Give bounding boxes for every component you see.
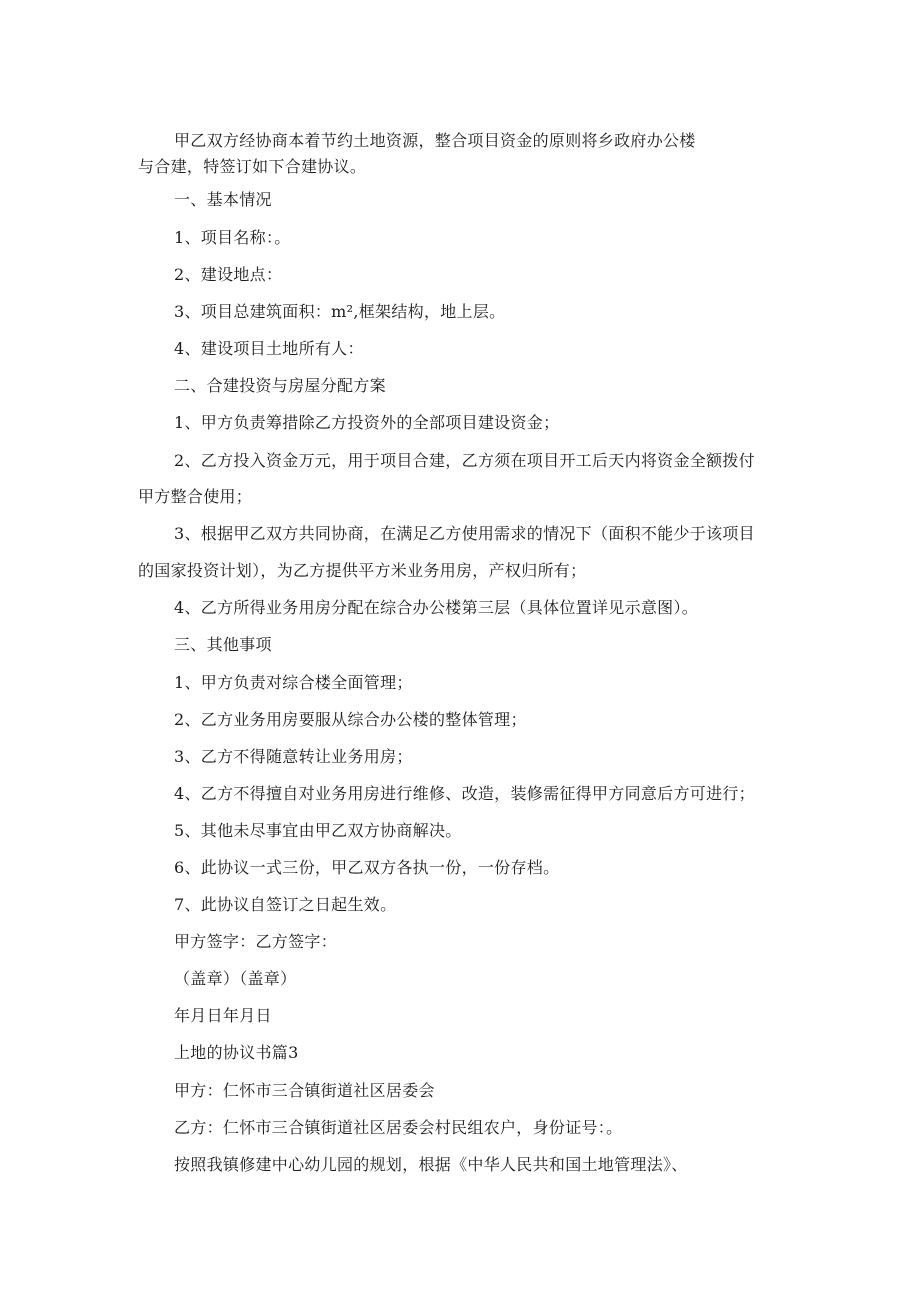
section-3-heading: 三、其他事项 [174, 635, 272, 654]
opening-line: 按照我镇修建中心幼儿园的规划，根据《中华人民共和国土地管理法》、 [174, 1155, 688, 1174]
section-2-item-1: 1、甲方负责筹措除乙方投资外的全部项目建设资金； [174, 413, 560, 432]
section-1-item-1: 1、项目名称：。 [174, 228, 291, 247]
section-1-item-4: 4、建设项目土地所有人： [174, 339, 364, 358]
section-3-item-2: 2、乙方业务用房要服从综合办公楼的整体管理； [174, 710, 527, 729]
intro-line-1: 甲乙双方经协商本着节约土地资源，整合项目资金的原则将乡政府办公楼 [174, 131, 696, 150]
section-2-heading: 二、合建投资与房屋分配方案 [174, 376, 386, 395]
party-b-line: 乙方：仁怀市三合镇街道社区居委会村民组农户，身份证号：。 [174, 1118, 623, 1137]
section-3-item-6: 6、此协议一式三份，甲乙双方各执一份，一份存档。 [174, 858, 560, 877]
section-1-heading: 一、基本情况 [174, 190, 272, 209]
next-article-title: 上地的协议书篇3 [174, 1043, 299, 1062]
party-a-line: 甲方：仁怀市三合镇街道社区居委会 [174, 1081, 435, 1100]
section-3-item-3: 3、乙方不得随意转让业务用房； [174, 747, 413, 766]
section-3-item-1: 1、甲方负责对综合楼全面管理； [174, 673, 413, 692]
section-3-item-4: 4、乙方不得擅自对业务用房进行维修、改造，装修需征得甲方同意后方可进行； [174, 784, 755, 803]
intro-line-2: 与合建，特签订如下合建协议。 [138, 157, 367, 176]
section-2-item-2-line-2: 甲方整合使用； [138, 487, 253, 506]
section-1-item-3: 3、项目总建筑面积：m²,框架结构，地上层。 [174, 302, 506, 321]
section-2-item-3-line-1: 3、根据甲乙双方共同协商，在满足乙方使用需求的情况下（面积不能少于该项目 [174, 524, 755, 543]
section-3-item-5: 5、其他未尽事宜由甲乙双方协商解决。 [174, 821, 462, 840]
date-line: 年月日年月日 [174, 1006, 272, 1025]
seal-line: （盖章）（盖章） [174, 969, 297, 988]
section-2-item-4: 4、乙方所得业务用房分配在综合办公楼第三层（具体位置详见示意图）。 [174, 598, 699, 617]
signature-line: 甲方签字：乙方签字： [174, 932, 338, 951]
section-3-item-7: 7、此协议自签订之日起生效。 [174, 895, 397, 914]
section-2-item-2-line-1: 2、乙方投入资金万元，用于项目合建，乙方须在项目开工后天内将资金全额拨付 [174, 451, 755, 470]
section-1-item-2: 2、建设地点： [174, 265, 283, 284]
section-2-item-3-line-2: 的国家投资计划），为乙方提供平方米业务用房，产权归所有； [138, 561, 587, 580]
